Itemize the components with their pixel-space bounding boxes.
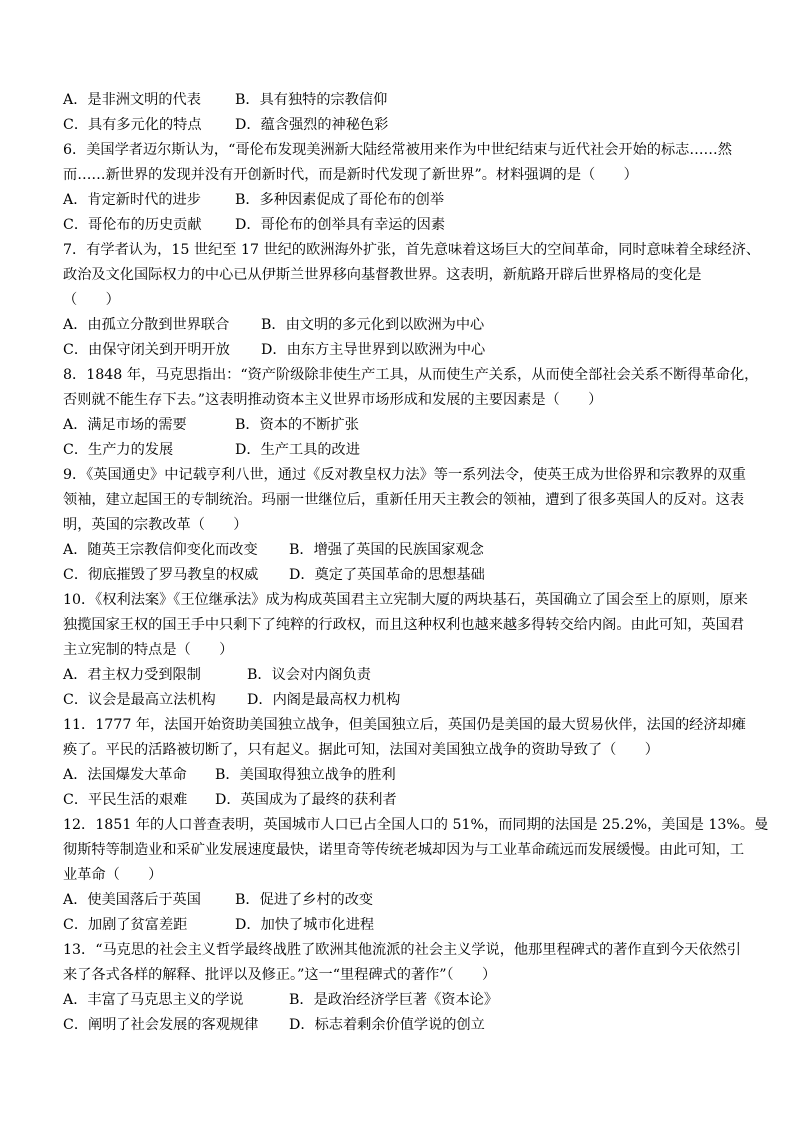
option-right: B．资本的不断扩张 — [235, 417, 359, 433]
option-right: D．生产工具的改进 — [235, 442, 360, 458]
option-right: D．内阁是最高权力机构 — [247, 692, 401, 708]
option-left: A．君主权力受到限制 — [63, 667, 201, 683]
option-row — [63, 788, 743, 813]
option-row — [63, 113, 743, 138]
option-row — [63, 188, 743, 213]
option-row — [63, 413, 743, 438]
option-right: D．哥伦布的创举具有幸运的因素 — [235, 217, 446, 233]
question-text-line: 主立宪制的特点是（ ） — [63, 642, 234, 658]
question-text-line: 9．《英国通史》中记载亨利八世，通过《反对教皇权力法》等一系列法令，使英王成为世俗界和宗教界的双重 — [63, 467, 746, 483]
option-right: B．增强了英国的民族国家观念 — [289, 542, 484, 558]
question-text-line: 10．《权利法案》《王位继承法》成为构成英国君主立宪制大厦的两块基石，英国确立了国会至上的原则，原来 — [63, 592, 748, 608]
option-left: A．由孤立分散到世界联合 — [63, 317, 230, 333]
question-text-line: 政治及文化国际权力的中心已从伊斯兰世界移向基督教世界。这表明，新航路开辟后世界格局的变化是 — [63, 267, 702, 283]
option-left: C．平民生活的艰难 — [63, 792, 188, 808]
question-text-line: 彻斯特等制造业和采矿业发展速度最快，诺里奇等传统老城却因为与工业革命疏远而发展缓慢。由此可知，工 — [63, 842, 745, 858]
question-text-line: 11．1777 年，法国开始资助美国独立战争，但美国独立后，英国仍是美国的最大贸易伙伴，法国的经济却瘫 — [63, 717, 746, 733]
question-text-line: （ ） — [63, 292, 120, 308]
option-right: B．是政治经济学巨著《资本论》 — [289, 992, 499, 1008]
question-text-line: 而……新世界的发现并没有开创新时代，而是新时代发现了新世界”。材料强调的是（ ） — [63, 167, 638, 183]
option-left: C．阐明了社会发展的客观规律 — [63, 1017, 259, 1033]
option-row — [63, 688, 743, 713]
option-right: D．标志着剩余价值学说的创立 — [289, 1017, 485, 1033]
option-right: B．由文明的多元化到以欧洲为中心 — [261, 317, 485, 333]
option-right: B．具有独特的宗教信仰 — [235, 92, 388, 108]
question-text-line: 领袖，建立起国王的专制统治。玛丽一世继位后，重新任用天主教会的领袖，遭到了很多英国人的反对。这表 — [63, 492, 745, 508]
option-row — [63, 763, 743, 788]
question-text-line: 7．有学者认为，15 世纪至 17 世纪的欧洲海外扩张，首先意味着这场巨大的空间革命，同时意味着全球经济、 — [63, 242, 761, 258]
option-right: D．英国成为了最终的获利者 — [215, 792, 397, 808]
option-row — [63, 1013, 743, 1038]
question-text-line: 6．美国学者迈尔斯认为，“哥伦布发现美洲新大陆经常被用来作为中世纪结束与近代社会开始的标志……然 — [63, 142, 732, 158]
question-list — [63, 88, 769, 1038]
option-right: D．由东方主导世界到以欧洲为中心 — [261, 342, 486, 358]
option-row — [63, 213, 743, 238]
option-right: B．多种因素促成了哥伦布的创举 — [235, 192, 445, 208]
option-left: A．使美国落后于英国 — [63, 892, 201, 908]
option-left: A．法国爆发大革命 — [63, 767, 187, 783]
option-left: C．具有多元化的特点 — [63, 117, 202, 133]
option-left: A．丰富了马克思主义的学说 — [63, 992, 244, 1008]
option-left: C．加剧了贫富差距 — [63, 917, 188, 933]
option-row — [63, 913, 743, 938]
question-text-line: 否则就不能生存下去。”这表明推动资本主义世界市场形成和发展的主要因素是（ ） — [63, 392, 603, 408]
question-text-line: 13．“马克思的社会主义哲学最终战胜了欧洲其他流派的社会主义学说，他那里程碑式的著作直到今天依然引 — [63, 942, 741, 958]
option-left: C．由保守闭关到开明开放 — [63, 342, 230, 358]
option-row — [63, 538, 743, 563]
option-row — [63, 438, 743, 463]
option-right: D．加快了城市化进程 — [235, 917, 375, 933]
option-right: B．促进了乡村的改变 — [235, 892, 374, 908]
option-row — [63, 663, 743, 688]
question-text-line: 业革命（ ） — [63, 867, 163, 883]
option-left: C．议会是最高立法机构 — [63, 692, 216, 708]
option-row — [63, 88, 743, 113]
question-text-line: 独揽国家王权的国王手中只剩下了纯粹的行政权，而且这种权利也越来越多得转交给内阁。由此可知，英国君 — [63, 617, 745, 633]
option-left: A．随英王宗教信仰变化而改变 — [63, 542, 258, 558]
option-row — [63, 988, 743, 1013]
question-text-line: 痪了。平民的活路被切断了，只有起义。据此可知，法国对美国独立战争的资助导致了（ ） — [63, 742, 659, 758]
question-text-line: 8．1848 年，马克思指出：“资产阶级除非使生产工具，从而使生产关系，从而使全部社会关系不断得革命化， — [63, 367, 759, 383]
option-left: A．是非洲文明的代表 — [63, 92, 201, 108]
option-left: C．哥伦布的历史贡献 — [63, 217, 202, 233]
option-row — [63, 563, 743, 588]
question-text-line: 12．1851 年的人口普查表明，英国城市人口已占全国人口的 51%，而同期的法国是 25.2%，美国是 13%。曼 — [63, 817, 769, 833]
question-text-line: 来了各式各样的解释、批评以及修正。”这一“里程碑式的著作”（ ） — [63, 967, 497, 983]
option-right: B．议会对内阁负责 — [247, 667, 371, 683]
option-row — [63, 888, 743, 913]
option-row — [63, 338, 743, 363]
option-left: A．满足市场的需要 — [63, 417, 187, 433]
option-right: D．蕴含强烈的神秘色彩 — [235, 117, 389, 133]
option-left: C．彻底摧毁了罗马教皇的权威 — [63, 567, 259, 583]
question-text-line: 明，英国的宗教改革（ ） — [63, 517, 248, 533]
option-left: C．生产力的发展 — [63, 442, 174, 458]
option-right: B．美国取得独立战争的胜利 — [215, 767, 396, 783]
option-right: D．奠定了英国革命的思想基础 — [289, 567, 485, 583]
option-left: A．肯定新时代的进步 — [63, 192, 201, 208]
option-row — [63, 313, 743, 338]
